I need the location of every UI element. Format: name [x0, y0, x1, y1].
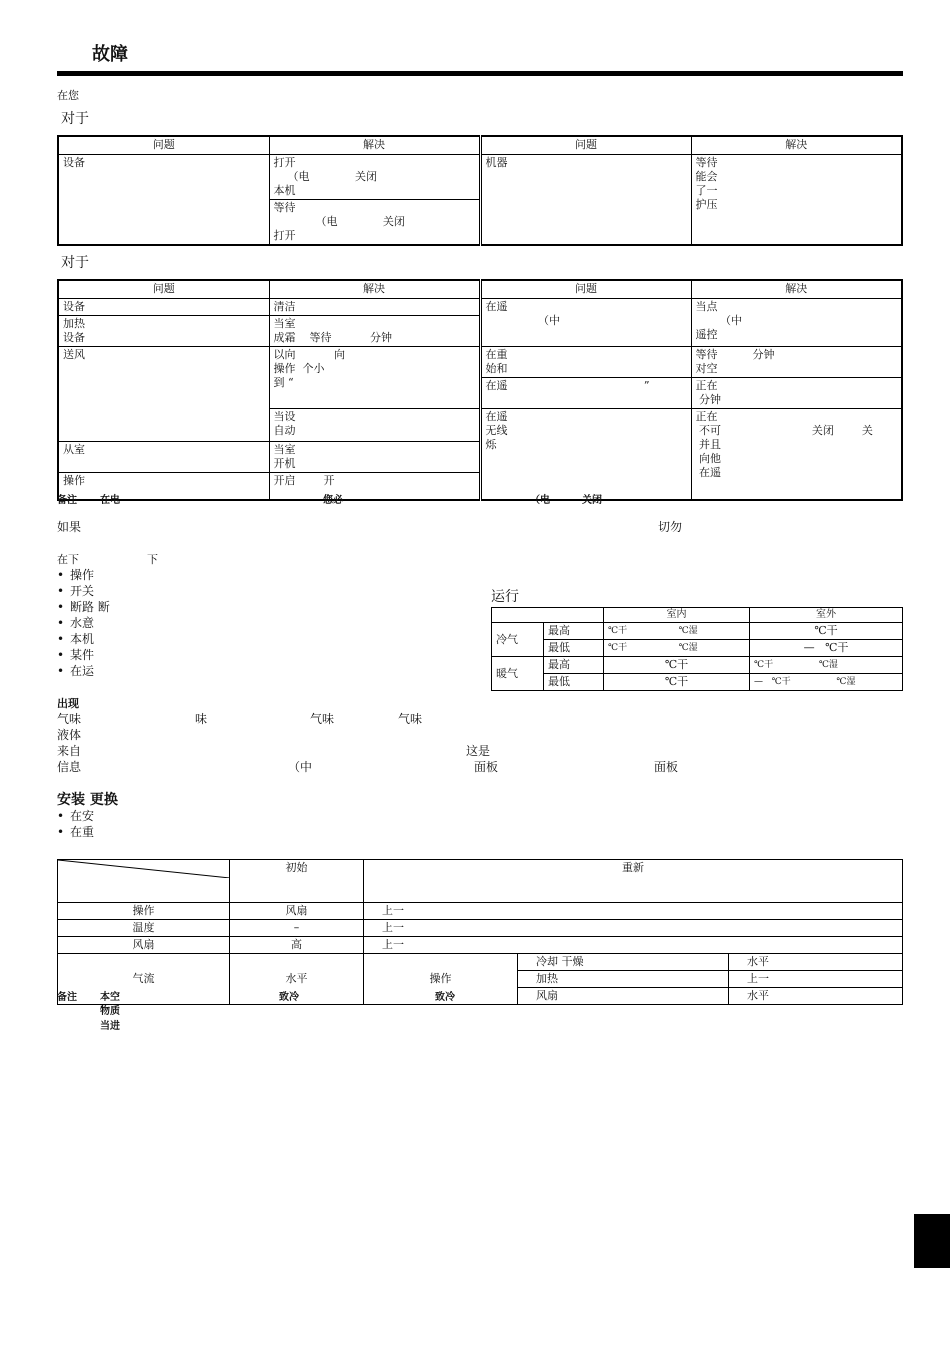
s1-right-problem: 机器 [480, 154, 691, 245]
s2-right-solution-4: 正在 不可 关闭 关 并且 向他 在遥 [691, 408, 902, 500]
reset-col-init: 初始 [230, 860, 364, 903]
appear-line3-a: 来自 [57, 744, 82, 758]
reset-row-new: 上一 [364, 937, 903, 954]
list-item: • 断路 断 [57, 599, 110, 615]
appear-heading: 出现 [57, 697, 79, 710]
list-item: • 水意 [57, 615, 110, 631]
reset-row-init: 高 [230, 937, 364, 954]
s2-right-problem-1: 在遥 （中 [480, 298, 691, 346]
reset-row-new: 上一 [364, 920, 903, 937]
note1-part-2: 您必 [323, 495, 343, 506]
s2-left-solution-1: 清洁 [269, 298, 480, 315]
op-heat-max-out: ℃干 ℃湿 [750, 657, 903, 674]
reset-row-init: 风扇 [230, 903, 364, 920]
reset-row-init: – [230, 920, 364, 937]
op-heat-min-in: ℃干 [604, 674, 750, 691]
reset-airflow-val: 上一 [729, 971, 903, 988]
op-cool-max: 最高 [544, 623, 604, 640]
below-text-b: 下 [147, 553, 158, 566]
section1-table [57, 135, 903, 246]
section2-table [57, 279, 903, 501]
s1-header-problem-right: 问题 [480, 136, 691, 154]
reset-row-item: 温度 [58, 920, 230, 937]
appear-line2: 液体 [57, 728, 82, 742]
precaution-list [57, 567, 110, 679]
section1-heading: 对于 [61, 111, 89, 127]
reset-airflow-mode: 加热 [518, 971, 729, 988]
op-heat-max: 最高 [544, 657, 604, 674]
s1-left-problem: 设备 [58, 154, 269, 245]
s2-header-problem-left: 问题 [58, 280, 269, 298]
diagonal-line [58, 860, 230, 878]
op-cool-max-in: ℃干 ℃湿 [604, 623, 750, 640]
appear-line4-d: 面板 [654, 760, 679, 774]
s2-left-problem-5: 操作 [58, 472, 269, 500]
op-cool-min: 最低 [544, 640, 604, 657]
list-item: • 操作 [57, 567, 110, 583]
reset-airflow-mode: 冷却 干燥 [518, 954, 729, 971]
appear-line1-a: 气味 [57, 712, 82, 726]
s2-left-problem-2: 加热 设备 [58, 315, 269, 346]
appear-line1-d: 气味 [398, 712, 423, 726]
note2-line1-c: 致冷 [435, 992, 455, 1003]
list-item: • 某件 [57, 647, 110, 663]
reset-row-item: 操作 [58, 903, 230, 920]
note1-part-1: 在电 [100, 495, 120, 506]
op-cool-min-out: — ℃干 [750, 640, 903, 657]
intro-text: 在您 [57, 89, 79, 102]
note2-line2: 物质 [100, 1006, 120, 1017]
list-item: • 在重 [57, 824, 94, 840]
reset-corner [58, 860, 230, 903]
page-side-tab [914, 1214, 950, 1268]
install-list [57, 808, 94, 840]
list-item: • 在安 [57, 808, 94, 824]
never-text: 切勿 [658, 520, 683, 534]
s1-left-solution-2: 等待 （电 关闭 打开 [269, 199, 480, 245]
reset-airflow-item: 气流 [58, 954, 230, 1005]
reset-airflow-mode-label: 操作 [364, 954, 518, 1005]
s2-right-solution-1: 当点 （中 遥控 [691, 298, 902, 346]
appear-line1-b: 味 [195, 712, 208, 726]
s2-right-solution-2: 等待 分钟 对空 [691, 346, 902, 377]
reset-row-new: 上一 [364, 903, 903, 920]
note1-label: 备注 [57, 495, 77, 506]
s2-right-problem-2: 在重 始和 [480, 346, 691, 377]
op-cool-min-in: ℃干 ℃湿 [604, 640, 750, 657]
s2-left-problem-4: 从室 [58, 441, 269, 472]
op-heat: 暖气 [492, 657, 544, 691]
s2-left-solution-5: 开启 开 [269, 472, 480, 500]
op-heat-max-in: ℃干 [604, 657, 750, 674]
appear-line4-b: （中 [288, 760, 313, 774]
s2-right-solution-3: 正在 分钟 [691, 377, 902, 408]
appear-line1-c: 气味 [310, 712, 335, 726]
reset-airflow-init: 水平 [230, 954, 364, 1005]
operation-table [491, 607, 903, 691]
title-rule [57, 71, 903, 76]
appear-line4-a: 信息 [57, 760, 82, 774]
s2-left-solution-3a: 以向 向 操作 个小 到 “ [269, 346, 480, 408]
section2-heading: 对于 [61, 255, 89, 271]
s2-header-solution-right: 解决 [691, 280, 902, 298]
appear-line4-c: 面板 [474, 760, 499, 774]
list-item: • 开关 [57, 583, 110, 599]
s1-header-solution-right: 解决 [691, 136, 902, 154]
s2-left-solution-2: 当室 成霜 等待 分钟 [269, 315, 480, 346]
s2-left-problem-3: 送风 [58, 346, 269, 441]
appear-line3-b: 这是 [466, 744, 491, 758]
if-text: 如果 [57, 520, 82, 534]
below-text-a: 在下 [57, 553, 79, 566]
note2-line3: 当进 [100, 1021, 120, 1032]
s1-header-problem-left: 问题 [58, 136, 269, 154]
s2-left-solution-3b: 当设 自动 [269, 408, 480, 441]
note2-line1-a: 本空 [100, 992, 120, 1003]
reset-table [57, 859, 903, 1005]
reset-airflow-val: 水平 [729, 954, 903, 971]
op-heat-min-out: — ℃干 ℃湿 [750, 674, 903, 691]
op-cool: 冷气 [492, 623, 544, 657]
op-col-indoor: 室内 [604, 608, 750, 623]
s1-right-solution: 等待 能会 了一 护压 [691, 154, 902, 245]
s1-left-solution-1: 打开 （电 关闭 本机 [269, 154, 480, 199]
s1-header-solution-left: 解决 [269, 136, 480, 154]
note1-part-4: 关闭 [582, 495, 602, 506]
reset-airflow-val: 水平 [729, 988, 903, 1005]
note1-part-3: （电 [530, 495, 550, 506]
s2-header-solution-left: 解决 [269, 280, 480, 298]
op-heat-min: 最低 [544, 674, 604, 691]
op-cool-max-out: ℃干 [750, 623, 903, 640]
page-title: 故障 [92, 44, 128, 65]
note2-label: 备注 [57, 992, 77, 1003]
operation-heading: 运行 [491, 589, 519, 605]
note2-line1-b: 致冷 [279, 992, 299, 1003]
s2-header-problem-right: 问题 [480, 280, 691, 298]
s2-right-problem-3: 在遥 ” [480, 377, 691, 408]
reset-col-new: 重新 [364, 860, 903, 903]
list-item: • 在运 [57, 663, 110, 679]
reset-airflow-mode: 风扇 [518, 988, 729, 1005]
s2-right-problem-4: 在遥 无线 烁 [480, 408, 691, 500]
op-corner [492, 608, 604, 623]
reset-row-item: 风扇 [58, 937, 230, 954]
s2-left-solution-4: 当室 开机 [269, 441, 480, 472]
op-col-outdoor: 室外 [750, 608, 903, 623]
install-heading: 安装 更换 [57, 792, 118, 808]
s2-left-problem-1: 设备 [58, 298, 269, 315]
list-item: • 本机 [57, 631, 110, 647]
